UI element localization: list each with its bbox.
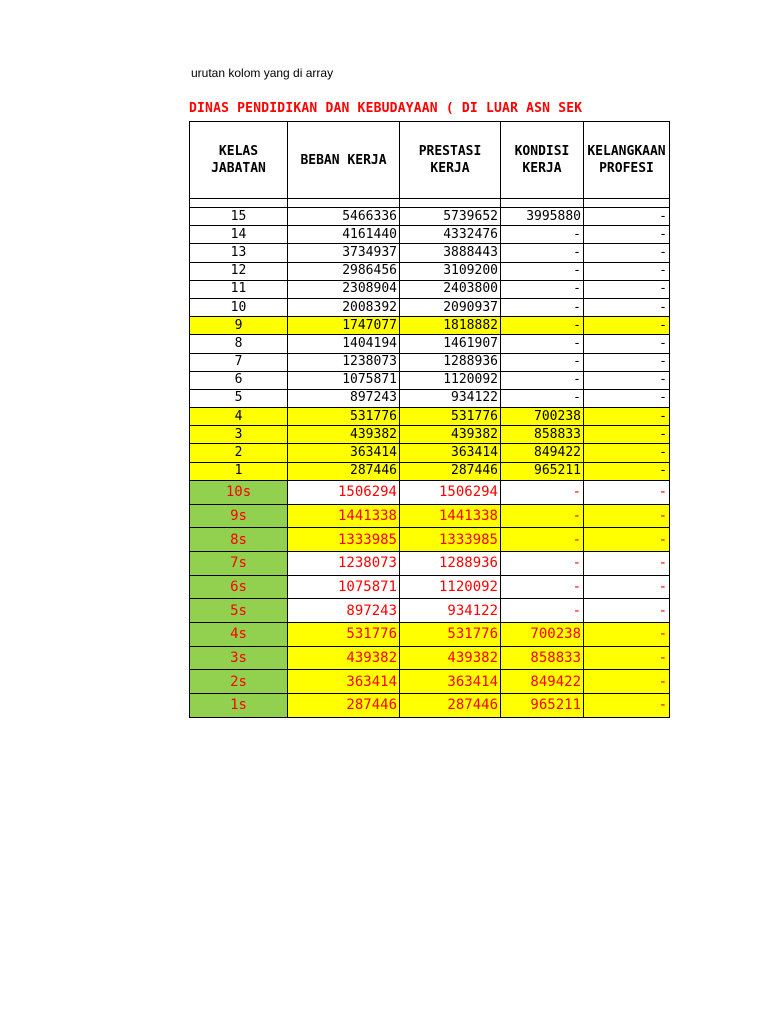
cell-beban: 287446 [288, 462, 400, 480]
cell-kelas: 4 [190, 408, 288, 426]
cell-kondisi: - [501, 389, 584, 407]
cell-prestasi: 439382 [400, 426, 501, 444]
cell-prestasi: 1333985 [400, 528, 501, 552]
cell-kelangkaan: - [584, 528, 670, 552]
cell-prestasi: 363414 [400, 670, 501, 694]
cell-kondisi: - [501, 335, 584, 353]
table-row [190, 694, 670, 718]
header-beban-kerja: BEBAN KERJA [288, 122, 400, 199]
table-row [190, 335, 670, 353]
cell-prestasi: 1461907 [400, 335, 501, 353]
cell-beban: 439382 [288, 646, 400, 670]
cell-kelas: 6s [190, 575, 288, 599]
cell-kelas: 11 [190, 280, 288, 298]
cell-kelas: 6 [190, 371, 288, 389]
cell-beban: 1441338 [288, 504, 400, 528]
cell-kondisi: 965211 [501, 694, 584, 718]
table-row [190, 353, 670, 371]
table-row [190, 670, 670, 694]
spacer-cell [584, 199, 670, 208]
cell-kelangkaan: - [584, 551, 670, 575]
header-kelangkaan-profesi: KELANGKAAN PROFESI [584, 122, 670, 199]
table-row [190, 389, 670, 407]
cell-prestasi: 363414 [400, 444, 501, 462]
cell-kelangkaan: - [584, 646, 670, 670]
cell-beban: 1506294 [288, 480, 400, 504]
cell-kelas: 15 [190, 208, 288, 226]
cell-prestasi: 934122 [400, 389, 501, 407]
cell-kelas: 2s [190, 670, 288, 694]
cell-kelangkaan: - [584, 280, 670, 298]
cell-kondisi: 849422 [501, 444, 584, 462]
table-row [190, 551, 670, 575]
cell-beban: 2986456 [288, 262, 400, 280]
cell-prestasi: 531776 [400, 622, 501, 646]
cell-prestasi: 1288936 [400, 353, 501, 371]
cell-kelangkaan: - [584, 426, 670, 444]
cell-kelangkaan: - [584, 226, 670, 244]
cell-beban: 2308904 [288, 280, 400, 298]
cell-kelangkaan: - [584, 408, 670, 426]
cell-prestasi: 287446 [400, 462, 501, 480]
table-title: DINAS PENDIDIKAN DAN KEBUDAYAAN ( DI LUAR ASN SEK [189, 101, 583, 116]
cell-beban: 1238073 [288, 353, 400, 371]
cell-kondisi: 3995880 [501, 208, 584, 226]
cell-kelangkaan: - [584, 262, 670, 280]
cell-kondisi: - [501, 551, 584, 575]
cell-kondisi: - [501, 504, 584, 528]
cell-kelangkaan: - [584, 670, 670, 694]
cell-prestasi: 287446 [400, 694, 501, 718]
cell-kelas: 4s [190, 622, 288, 646]
cell-kondisi: 700238 [501, 408, 584, 426]
table-row [190, 599, 670, 623]
cell-beban: 363414 [288, 444, 400, 462]
cell-kelas: 5 [190, 389, 288, 407]
cell-kelangkaan: - [584, 298, 670, 316]
header-kelas-jabatan: KELAS JABATAN [190, 122, 288, 199]
cell-prestasi: 3888443 [400, 244, 501, 262]
table-row [190, 575, 670, 599]
table-row [190, 371, 670, 389]
cell-beban: 1075871 [288, 371, 400, 389]
cell-kelangkaan: - [584, 694, 670, 718]
cell-kelangkaan: - [584, 480, 670, 504]
cell-beban: 2008392 [288, 298, 400, 316]
table-row [190, 622, 670, 646]
spacer-cell [501, 199, 584, 208]
cell-prestasi: 1506294 [400, 480, 501, 504]
cell-prestasi: 2090937 [400, 298, 501, 316]
cell-kelangkaan: - [584, 335, 670, 353]
table-row [190, 444, 670, 462]
cell-kelas: 7 [190, 353, 288, 371]
cell-kelangkaan: - [584, 317, 670, 335]
table-row [190, 317, 670, 335]
cell-beban: 3734937 [288, 244, 400, 262]
cell-kelas: 10s [190, 480, 288, 504]
cell-kondisi: 858833 [501, 426, 584, 444]
table-row [190, 244, 670, 262]
note-text: urutan kolom yang di array [191, 66, 334, 80]
table-row [190, 226, 670, 244]
cell-kelas: 12 [190, 262, 288, 280]
cell-kondisi: - [501, 226, 584, 244]
cell-kelangkaan: - [584, 389, 670, 407]
cell-prestasi: 1120092 [400, 371, 501, 389]
cell-kelangkaan: - [584, 622, 670, 646]
cell-kelangkaan: - [584, 208, 670, 226]
cell-kondisi: - [501, 280, 584, 298]
cell-kondisi: - [501, 353, 584, 371]
cell-kelas: 3 [190, 426, 288, 444]
table-row [190, 504, 670, 528]
cell-kelas: 8s [190, 528, 288, 552]
cell-kelas: 10 [190, 298, 288, 316]
cell-kondisi: - [501, 480, 584, 504]
cell-kondisi: - [501, 528, 584, 552]
cell-beban: 1747077 [288, 317, 400, 335]
salary-table [189, 121, 670, 718]
cell-kondisi: - [501, 244, 584, 262]
cell-kelangkaan: - [584, 462, 670, 480]
cell-kelas: 7s [190, 551, 288, 575]
cell-kondisi: - [501, 298, 584, 316]
cell-prestasi: 1288936 [400, 551, 501, 575]
cell-kondisi: 700238 [501, 622, 584, 646]
cell-beban: 439382 [288, 426, 400, 444]
cell-prestasi: 4332476 [400, 226, 501, 244]
cell-beban: 1075871 [288, 575, 400, 599]
cell-kondisi: 965211 [501, 462, 584, 480]
cell-prestasi: 439382 [400, 646, 501, 670]
table-row [190, 480, 670, 504]
cell-kondisi: - [501, 317, 584, 335]
spacer-cell [288, 199, 400, 208]
table-body [190, 208, 670, 718]
cell-kelangkaan: - [584, 244, 670, 262]
cell-kelas: 9 [190, 317, 288, 335]
spacer-cell [400, 199, 501, 208]
cell-kondisi: - [501, 371, 584, 389]
spacer-cell [190, 199, 288, 208]
header-prestasi-kerja: PRESTASI KERJA [400, 122, 501, 199]
cell-kelas: 13 [190, 244, 288, 262]
cell-kelas: 8 [190, 335, 288, 353]
cell-beban: 531776 [288, 408, 400, 426]
cell-kelangkaan: - [584, 371, 670, 389]
table-row [190, 298, 670, 316]
cell-kelas: 1s [190, 694, 288, 718]
cell-beban: 287446 [288, 694, 400, 718]
table-row [190, 426, 670, 444]
cell-kondisi: - [501, 599, 584, 623]
table-row [190, 528, 670, 552]
cell-kondisi: - [501, 575, 584, 599]
cell-beban: 5466336 [288, 208, 400, 226]
cell-kondisi: 849422 [501, 670, 584, 694]
cell-kelangkaan: - [584, 575, 670, 599]
cell-beban: 363414 [288, 670, 400, 694]
cell-kelangkaan: - [584, 599, 670, 623]
cell-kelas: 5s [190, 599, 288, 623]
cell-kelas: 14 [190, 226, 288, 244]
cell-prestasi: 3109200 [400, 262, 501, 280]
cell-prestasi: 2403800 [400, 280, 501, 298]
table-row [190, 208, 670, 226]
cell-kelas: 9s [190, 504, 288, 528]
header-spacer-row [190, 199, 670, 208]
cell-beban: 897243 [288, 389, 400, 407]
cell-kelangkaan: - [584, 444, 670, 462]
cell-kelangkaan: - [584, 353, 670, 371]
cell-prestasi: 531776 [400, 408, 501, 426]
cell-beban: 531776 [288, 622, 400, 646]
cell-beban: 1404194 [288, 335, 400, 353]
cell-kelas: 1 [190, 462, 288, 480]
header-kondisi-kerja: KONDISI KERJA [501, 122, 584, 199]
cell-beban: 1238073 [288, 551, 400, 575]
cell-kelangkaan: - [584, 504, 670, 528]
cell-beban: 4161440 [288, 226, 400, 244]
cell-prestasi: 1818882 [400, 317, 501, 335]
table-row [190, 262, 670, 280]
cell-prestasi: 1441338 [400, 504, 501, 528]
table-row [190, 646, 670, 670]
cell-prestasi: 934122 [400, 599, 501, 623]
cell-prestasi: 1120092 [400, 575, 501, 599]
cell-beban: 1333985 [288, 528, 400, 552]
cell-kondisi: - [501, 262, 584, 280]
cell-kondisi: 858833 [501, 646, 584, 670]
table-row [190, 462, 670, 480]
table-row [190, 280, 670, 298]
cell-kelas: 2 [190, 444, 288, 462]
table-row [190, 408, 670, 426]
cell-beban: 897243 [288, 599, 400, 623]
cell-prestasi: 5739652 [400, 208, 501, 226]
cell-kelas: 3s [190, 646, 288, 670]
